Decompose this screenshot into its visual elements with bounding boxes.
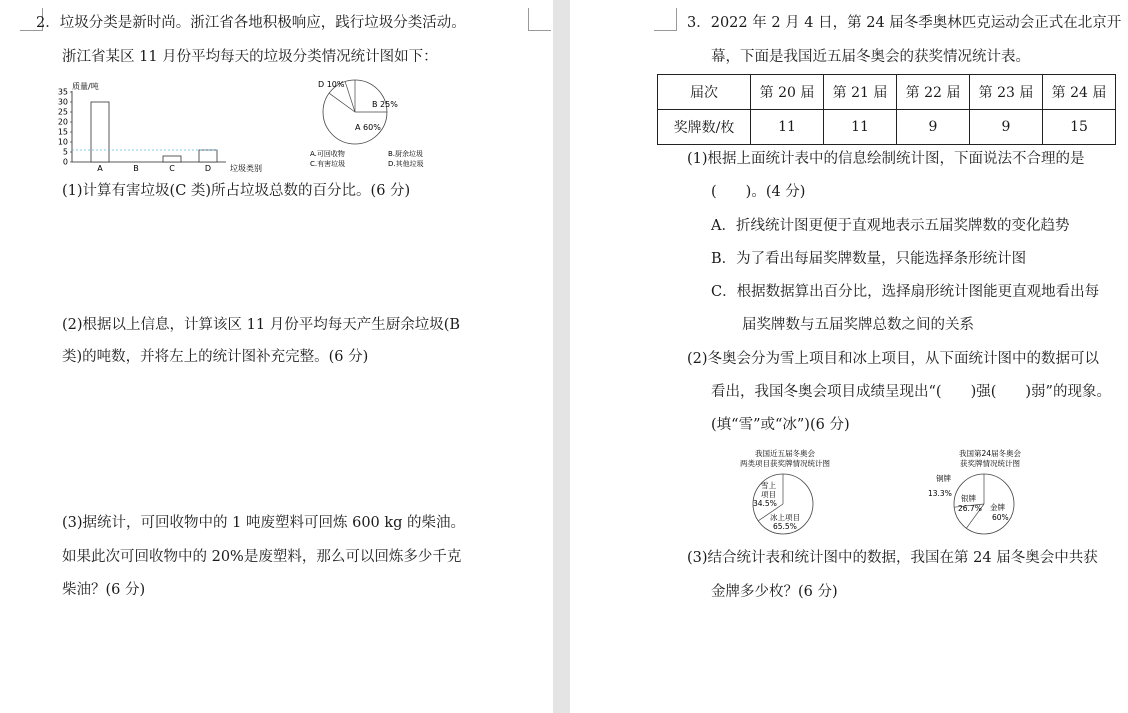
q3-part3: (3)结合统计表和统计图中的数据，我国在第 24 届冬奥会中共获 [687, 550, 1098, 566]
q3-part2: (2)冬奥会分为雪上项目和冰上项目，从下面统计图中的数据可以 [687, 351, 1100, 367]
table-cell: 9 [897, 110, 970, 145]
crop-mark [654, 8, 677, 31]
right-page [570, 0, 1128, 713]
medal-pie-chart [922, 448, 1062, 538]
bar-x-axis-label: 垃圾类别 [230, 164, 262, 173]
pie-label-b: B 25% [372, 100, 398, 109]
bar-y-tick-label: 5 [62, 147, 68, 157]
pie2-gold-pct: 60% [992, 513, 1009, 522]
bar-d [199, 150, 217, 162]
table-row [658, 75, 1116, 110]
bar-a [91, 102, 109, 162]
q3-intro: 3．2022 年 2 月 4 日，第 24 届冬季奥林匹克运动会正式在北京开 [687, 15, 1122, 31]
pie2-silver-pct: 26.7% [958, 504, 982, 513]
option-c-2: 届奖牌数与五届奖牌总数之间的关系 [742, 317, 974, 333]
table-cell: 第 23 届 [970, 75, 1043, 110]
bar-x-tick-label: C [169, 164, 175, 173]
table-row [658, 110, 1116, 145]
bar-c [163, 156, 181, 162]
bar-y-tick-label: 30 [58, 97, 68, 107]
pie1-snow-pct: 34.5% [753, 499, 777, 508]
pie-legend-c: C.有害垃圾 [310, 160, 346, 168]
q3-part1: (1)根据上面统计表中的信息绘制统计图，下面说法不合理的是 [687, 151, 1085, 167]
pie-legend-a: A.可回收物 [310, 150, 345, 158]
q2-intro-2: 浙江省某区 11 月份平均每天的垃圾分类情况统计图如下： [62, 49, 438, 65]
q2-intro: 2．垃圾分类是新时尚。浙江省各地积极响应，践行垃圾分类活动。 [36, 15, 466, 31]
table-cell: 11 [824, 110, 897, 145]
medal-table [657, 74, 1116, 145]
table-row-header: 奖牌数/枚 [658, 110, 751, 145]
pie2-title-2: 获奖牌情况统计图 [960, 459, 1020, 468]
page-gutter [553, 0, 570, 713]
q3-part2-2: 看出，我国冬奥会项目成绩呈现出“( )强( )弱”的现象。 [711, 384, 1111, 400]
bar-y-tick-label: 20 [58, 117, 68, 127]
pie1-title: 我国近五届冬奥会 [755, 449, 815, 458]
pie1-title-2: 两类项目获奖牌情况统计图 [740, 459, 830, 468]
pie1-snow-label-2: 项目 [761, 490, 776, 499]
q2-part3-2: 如果此次可回收物中的 20%是废塑料，那么可以回炼多少千克 [62, 549, 462, 565]
q3-part2-3: (填“雪”或“冰”)(6 分) [711, 417, 850, 433]
pie1-ice-pct: 65.5% [773, 522, 797, 531]
option-a: A．折线统计图更便于直观地表示五届奖牌数的变化趋势 [711, 218, 1070, 234]
pie-legend-d: D.其他垃圾 [388, 160, 424, 168]
snow-ice-pie-chart [710, 448, 860, 538]
pie2-silver-label: 银牌 [961, 494, 976, 503]
pie1-snow-label: 雪上 [761, 481, 776, 490]
option-c: C．根据数据算出百分比，选择扇形统计图能更直观地看出每 [711, 284, 1100, 300]
q2-part3: (3)据统计，可回收物中的 1 吨废塑料可回炼 600 kg 的柴油。 [62, 515, 466, 531]
table-cell: 第 22 届 [897, 75, 970, 110]
q3-part1-2: ( )。(4 分) [711, 184, 806, 200]
pie-legend-b: B.厨余垃圾 [388, 150, 424, 158]
table-cell: 15 [1043, 110, 1116, 145]
bar-y-tick-label: 10 [58, 137, 68, 147]
bar-y-tick-label: 35 [58, 87, 68, 97]
table-cell: 第 20 届 [751, 75, 824, 110]
table-cell: 11 [751, 110, 824, 145]
pie2-gold-label: 金牌 [990, 503, 1005, 512]
pie-label-a: A 60% [355, 123, 381, 132]
table-cell: 9 [970, 110, 1043, 145]
bar-y-tick-label: 0 [62, 157, 68, 167]
q2-part1: (1)计算有害垃圾(C 类)所占垃圾总数的百分比。(6 分) [62, 183, 411, 199]
q2-part2-2: 类)的吨数，并将左上的统计图补充完整。(6 分) [62, 349, 369, 365]
bar-y-tick-label: 15 [58, 127, 68, 137]
left-page [0, 0, 553, 713]
q3-intro-2: 幕，下面是我国近五届冬奥会的获奖情况统计表。 [711, 49, 1030, 65]
crop-mark [528, 8, 551, 31]
table-cell: 第 24 届 [1043, 75, 1116, 110]
pie2-title: 我国第24届冬奥会 [958, 449, 1022, 458]
bar-x-tick-label: D [204, 164, 212, 173]
bar-y-axis-label: 质量/吨 [72, 82, 99, 91]
table-row-header: 届次 [658, 75, 751, 110]
garbage-bar-chart [58, 78, 268, 176]
pie2-bronze-pct: 13.3% [928, 489, 952, 498]
bar-x-tick-label: A [97, 164, 103, 173]
garbage-pie-chart [300, 76, 450, 176]
table-cell: 第 21 届 [824, 75, 897, 110]
q2-part2: (2)根据以上信息，计算该区 11 月份平均每天产生厨余垃圾(B [62, 317, 461, 333]
q3-part3-2: 金牌多少枚？(6 分) [711, 584, 838, 600]
option-b: B．为了看出每届奖牌数量，只能选择条形统计图 [711, 251, 1027, 267]
pie-label-d: D 10% [318, 80, 345, 89]
q2-part3-3: 柴油？(6 分) [62, 582, 146, 598]
bar-x-tick-label: B [133, 164, 139, 173]
pie2-bronze-label: 铜牌 [936, 474, 951, 483]
bar-y-tick-label: 25 [58, 107, 68, 117]
pie1-ice-label: 冰上项目 [770, 513, 800, 522]
